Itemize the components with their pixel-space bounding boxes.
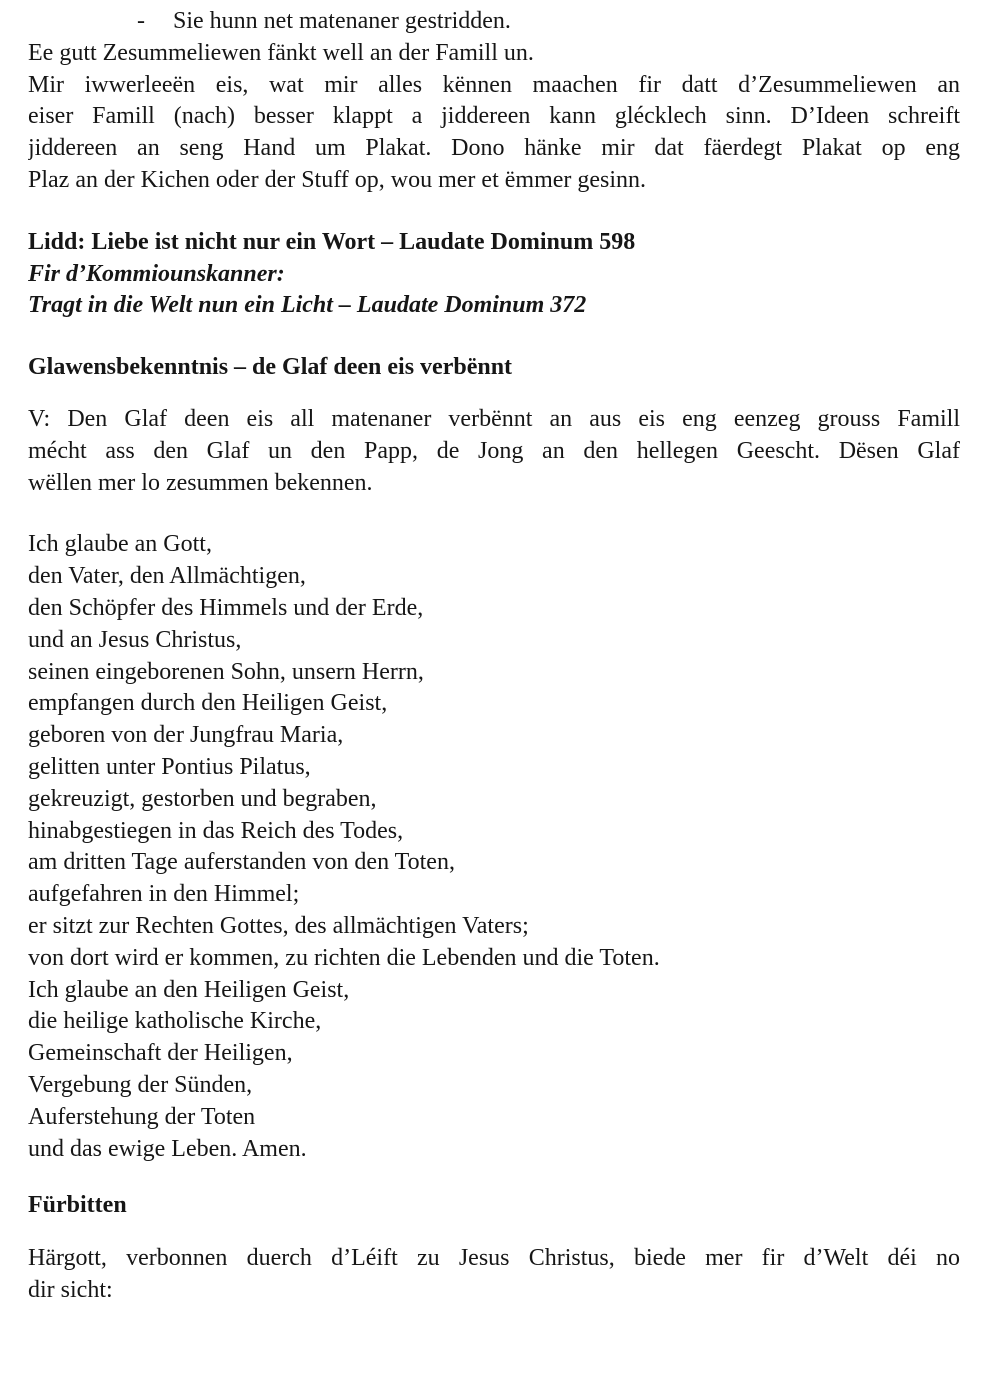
creed-line: seinen eingeborenen Sohn, unsern Herrn, bbox=[28, 658, 424, 685]
creed-line: Ich glaube an den Heiligen Geist, bbox=[28, 976, 350, 1003]
creed-line: den Schöpfer des Himmels und der Erde, bbox=[28, 594, 424, 621]
intro-paragraph-line: jiddereen an seng Hand um Plakat. Dono hänke mir dat fäerdegt Plakat op eng bbox=[28, 135, 960, 162]
creed-line: empfangen durch den Heiligen Geist, bbox=[28, 690, 388, 717]
creed-heading: Glawensbekenntnis – de Glaf deen eis verbënnt bbox=[28, 354, 513, 381]
song-heading: Lidd: Liebe ist nicht nur ein Wort – Laudate Dominum 598 bbox=[28, 228, 636, 255]
creed-intro-line: wëllen mer lo zesummen bekennen. bbox=[28, 469, 373, 496]
creed-line: den Vater, den Allmächtigen, bbox=[28, 563, 306, 590]
document-page bbox=[28, 6, 960, 1307]
intercessions-heading: Fürbitten bbox=[28, 1192, 127, 1219]
intro-paragraph bbox=[28, 70, 960, 197]
communion-label: Fir d’Kommiounskanner: bbox=[28, 260, 285, 287]
opening-line: Ee gutt Zesummeliewen fänkt well an der Famill un. bbox=[28, 39, 534, 66]
communion-song-title: Tragt in die Welt nun ein Licht – Laudate Dominum 372 bbox=[28, 292, 587, 319]
creed-line: und an Jesus Christus, bbox=[28, 626, 242, 653]
creed-line: Auferstehung der Toten bbox=[28, 1103, 256, 1130]
creed-line: gelitten unter Pontius Pilatus, bbox=[28, 753, 311, 780]
creed-line: Vergebung der Sünden, bbox=[28, 1071, 253, 1098]
intro-paragraph-line: Plaz an der Kichen oder der Stuff op, wou mer et ëmmer gesinn. bbox=[28, 166, 647, 193]
intercessions-line: dir sicht: bbox=[28, 1276, 113, 1303]
bullet-item bbox=[28, 6, 960, 38]
creed-line: Ich glaube an Gott, bbox=[28, 531, 212, 558]
bullet-text: Sie hunn net matenaner gestridden. bbox=[173, 8, 511, 34]
intro-paragraph-line: eiser Famill (nach) besser klappt a jiddereen kann glécklech sinn. D’Ideen schreift bbox=[28, 103, 960, 130]
intercessions-line: Härgott, verbonnen duerch d’Léift zu Jesus Christus, biede mer fir d’Welt déi no bbox=[28, 1245, 960, 1272]
intro-paragraph-line: Mir iwwerleeën eis, wat mir alles kënnen maachen fir datt d’Zesummeliewen an bbox=[28, 71, 960, 98]
song-section bbox=[28, 227, 960, 322]
creed-text bbox=[28, 529, 960, 1165]
creed-line: gekreuzigt, gestorben und begraben, bbox=[28, 785, 377, 812]
intercessions-intro bbox=[28, 1243, 960, 1307]
creed-line: und das ewige Leben. Amen. bbox=[28, 1135, 307, 1162]
creed-line: aufgefahren in den Himmel; bbox=[28, 881, 300, 908]
creed-line: die heilige katholische Kirche, bbox=[28, 1008, 322, 1035]
creed-intro-line: V: Den Glaf deen eis all matenaner verbënnt an aus eis eng eenzeg grouss Famill bbox=[28, 405, 960, 432]
creed-line: geboren von der Jungfrau Maria, bbox=[28, 722, 344, 749]
creed-line: am dritten Tage auferstanden von den Toten, bbox=[28, 849, 455, 876]
creed-intro bbox=[28, 404, 960, 499]
bullet-marker: - bbox=[137, 8, 145, 34]
creed-line: hinabgestiegen in das Reich des Todes, bbox=[28, 817, 404, 844]
creed-line: Gemeinschaft der Heiligen, bbox=[28, 1040, 293, 1067]
creed-intro-line: mécht ass den Glaf un den Papp, de Jong an den hellegen Geescht. Dësen Glaf bbox=[28, 437, 960, 464]
creed-line: er sitzt zur Rechten Gottes, des allmächtigen Vaters; bbox=[28, 912, 529, 939]
creed-line: von dort wird er kommen, zu richten die Lebenden und die Toten. bbox=[28, 944, 660, 971]
